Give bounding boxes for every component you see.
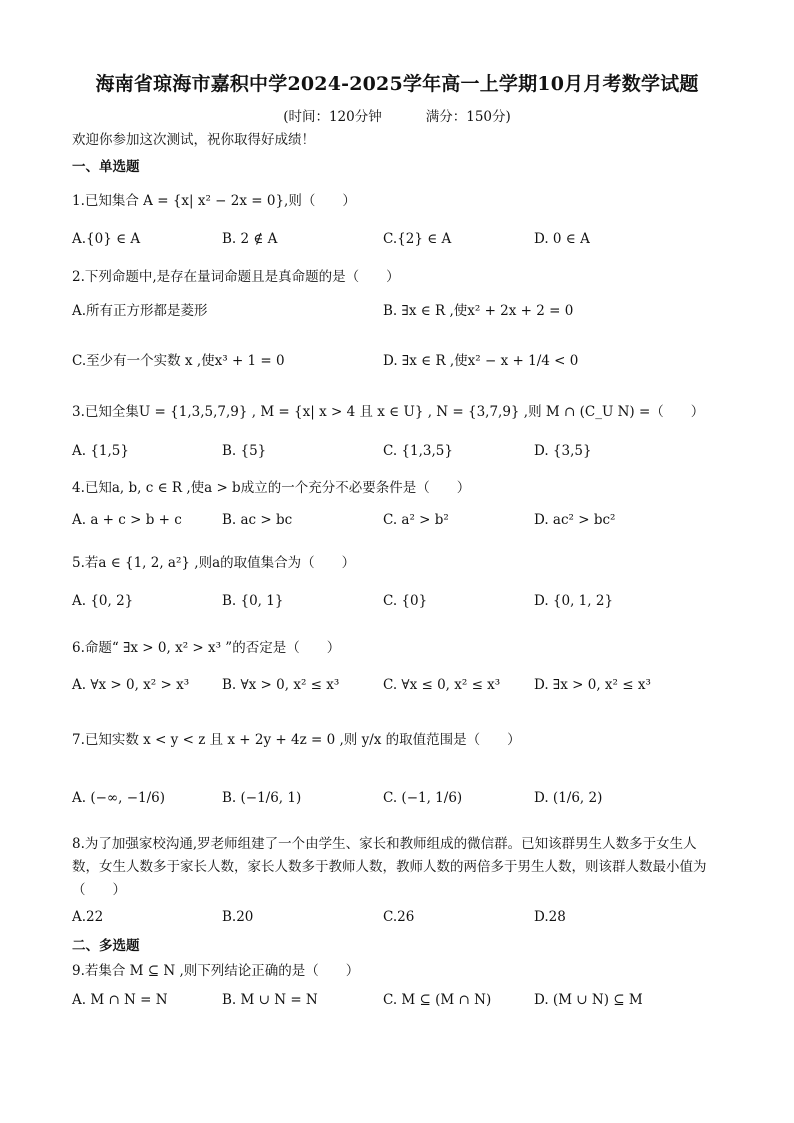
option-a: A. {0, 2} [72,593,134,609]
option-d: D. (M ∪ N) ⊆ M [534,992,643,1008]
question-stem: 5.若a ∈ {1, 2, a²} ,则a的取值集合为（ ） [72,555,356,571]
option-b: B.20 [222,909,254,925]
exam-score: 满分：150分) [425,109,511,125]
option-a: A.所有正方形都是菱形 [72,303,208,319]
option-a: A. (−∞, −1/6) [72,790,166,806]
question-stem: 2.下列命题中,是存在量词命题且是真命题的是（ ） [72,269,400,285]
option-c: C.至少有一个实数 x ,使x³ + 1 = 0 [72,353,285,369]
option-a: A. M ∩ N = N [72,992,168,1008]
option-a: A.22 [72,909,104,925]
option-c: C. a² > b² [383,512,449,528]
option-c: C. (−1, 1/6) [383,790,463,806]
question-stem: 6.命题“ ∃x > 0, x² > x³ ”的否定是（ ） [72,640,341,656]
question-stem: 9.若集合 M ⊆ N ,则下列结论正确的是（ ） [72,963,360,979]
intro-text: 欢迎你参加这次测试，祝你取得好成绩！ [72,132,315,148]
question-stem: 3.已知全集U = {1,3,5,7,9} , M = {x| x > 4 且 x ∈ U} , N = {3,7,9} ,则 M ∩ (C_U N) =（ ） [72,404,705,420]
option-a: A. a + c > b + c [72,512,182,528]
section-single-choice: 一、单选题 [72,159,140,175]
option-d: D. {0, 1, 2} [534,593,614,609]
option-d: D. 0 ∈ A [534,231,590,247]
option-a: A. {1,5} [72,443,129,459]
option-b: B. ∃x ∈ R ,使x² + 2x + 2 = 0 [383,303,574,319]
option-c: C. {0} [383,593,428,609]
option-d: D. (1/6, 2) [534,790,603,806]
option-d: D.28 [534,909,566,925]
section-multiple-choice: 二、多选题 [72,938,140,954]
question-stem: 7.已知实数 x < y < z 且 x + 2y + 4z = 0 ,则 y/x 的取值范围是（ ） [72,732,521,748]
option-c: C. {1,3,5} [383,443,453,459]
question-stem: 8.为了加强家校沟通,罗老师组建了一个由学生、家长和教师组成的微信群。已知该群男生人数多于女生人数，女生人数多于家长人数，家长人数多于教师人数，教师人数的两倍多于男生人数，则该群人数最小值为（ ） [72,836,707,898]
option-b: B. 2 ∉ A [222,231,278,247]
question-stem: 4.已知a, b, c ∈ R ,使a > b成立的一个充分不必要条件是（ ） [72,480,471,496]
exam-meta [0,105,794,125]
option-b: B. (−1/6, 1) [222,790,302,806]
exam-title: 海南省琼海市嘉积中学2024-2025学年高一上学期10月月考数学试题 [95,73,699,95]
option-a: A.{0} ∈ A [72,231,141,247]
option-c: C. M ⊆ (M ∩ N) [383,992,492,1008]
option-d: D. ∃x > 0, x² ≤ x³ [534,677,651,693]
option-b: B. M ∪ N = N [222,992,318,1008]
option-b: B. ∀x > 0, x² ≤ x³ [222,677,340,693]
option-c: C.26 [383,909,415,925]
option-a: A. ∀x > 0, x² > x³ [72,677,190,693]
option-b: B. ac > bc [222,512,293,528]
exam-time: (时间：120分钟 [283,109,382,125]
option-d: D. {3,5} [534,443,592,459]
question-stem: 1.已知集合 A = {x| x² − 2x = 0},则（ ） [72,193,356,209]
option-c: C. ∀x ≤ 0, x² ≤ x³ [383,677,501,693]
option-b: B. {0, 1} [222,593,284,609]
option-b: B. {5} [222,443,267,459]
option-d: D. ac² > bc² [534,512,616,528]
option-d: D. ∃x ∈ R ,使x² − x + 1/4 < 0 [383,353,579,369]
option-c: C.{2} ∈ A [383,231,452,247]
